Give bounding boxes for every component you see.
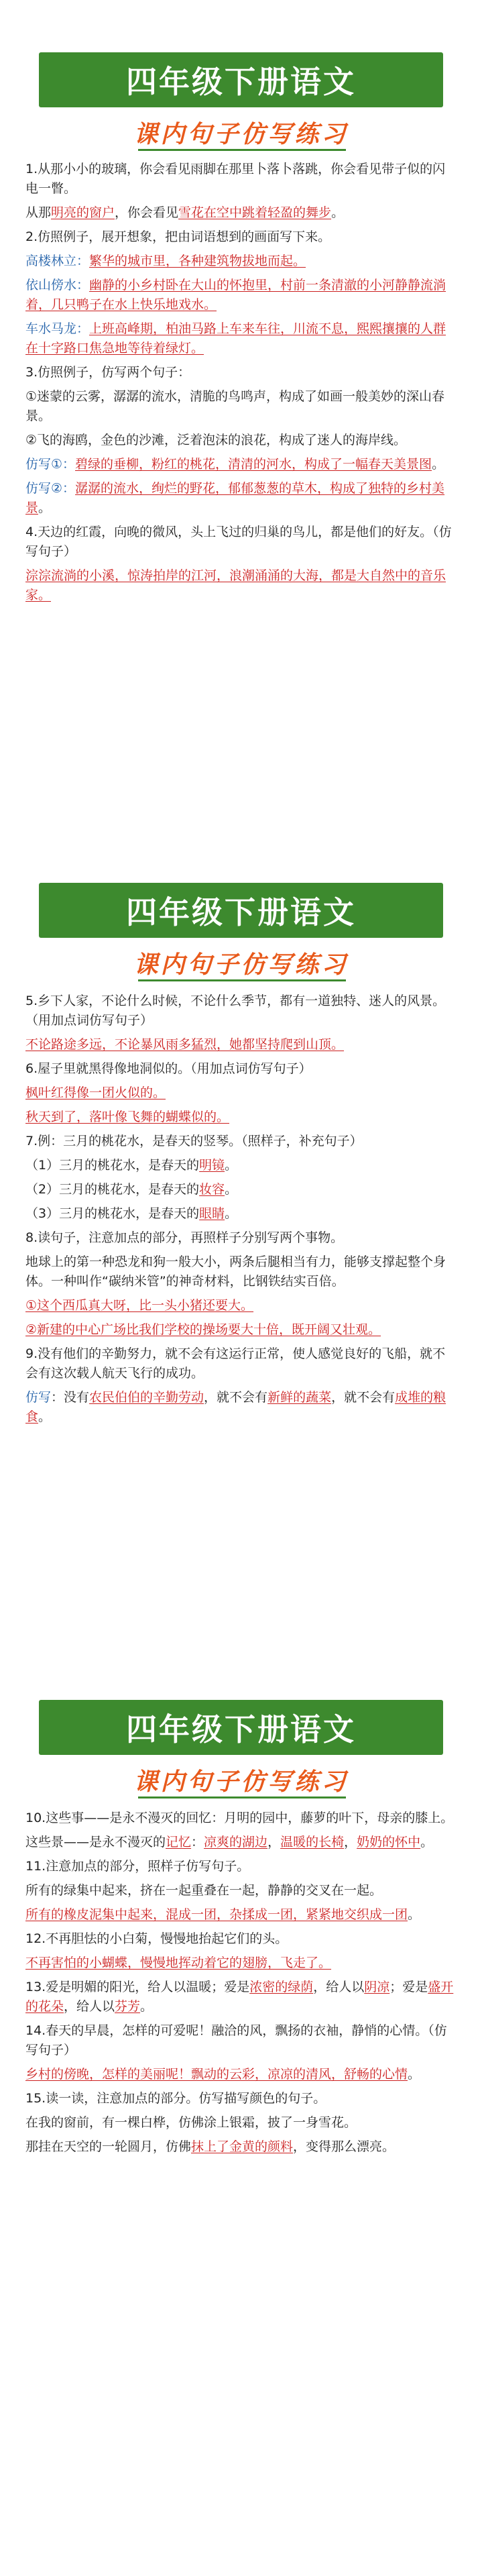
answer-text: 凉爽的湖边 [204, 1835, 268, 1849]
text-span: （3）三月的桃花水，是春天的 [25, 1206, 200, 1221]
answer-text: 繁华的城市里，各种建筑物拔地而起。 [89, 254, 306, 268]
answer-text: 幽静的小乡村卧在大山的怀抱里，村前一条清澈的小河静静流淌着，几只鸭子在水上快乐地戏水。 [25, 278, 446, 312]
section-body [25, 1809, 455, 2161]
text-line [25, 566, 455, 605]
answer-text: ②新建的中心广场比我们学校的操场要大十倍，既开阔又壮观。 [25, 1322, 381, 1337]
answer-text: 秋天到了，落叶像飞舞的蝴蝶似的。 [25, 1110, 230, 1124]
answer-text: 芬芳 [115, 1999, 141, 2014]
label-text: 车水马龙： [25, 321, 90, 336]
text-span: ，你会看见 [115, 205, 179, 220]
answer-text: 明亮的窗户 [51, 205, 115, 220]
text-line [25, 2137, 455, 2157]
text-span: 。 [225, 1206, 238, 1221]
text-span: 。 [38, 500, 52, 515]
subtitle-divider [138, 979, 346, 981]
text-line [25, 276, 455, 315]
text-span: ；爱是 [389, 1980, 428, 1994]
answer-text: 奶奶的怀中 [357, 1835, 421, 1849]
text-line [25, 1108, 455, 1127]
text-line [25, 1320, 455, 1340]
label-text: 高楼林立： [25, 254, 90, 268]
banner-title: 四年级下册语文 [126, 1711, 356, 1748]
text-line [25, 252, 455, 271]
text-line [25, 1296, 455, 1316]
answer-text: 抹上了金黄的颜料 [191, 2139, 294, 2154]
text-line [25, 203, 455, 223]
text-line: 3.仿照例子，仿写两个句子： [25, 365, 191, 380]
text-line: 15.读一读，注意加点的部分。仿写描写颜色的句子。 [25, 2091, 326, 2106]
answer-text: 明镜 [199, 1158, 225, 1173]
text-line [25, 1833, 455, 1852]
text-line: 14.春天的早晨，怎样的可爱呢！融洽的风，飘扬的衣袖，静悄的心情。（仿写句子） [25, 2023, 447, 2057]
label-text: 仿写②： [25, 481, 76, 496]
text-line: 9.没有他们的辛勤努力，就不会有这运行正常，使人感觉良好的飞船，就不会有这次载人航天飞行的成功。 [25, 1346, 446, 1381]
answer-text: 盛开的花朵 [25, 1980, 454, 2014]
section-body [25, 991, 455, 1432]
answer-text: 不论路途多远，不论暴风雨多猛烈，她都坚持爬到山顶。 [25, 1037, 345, 1052]
answer-text: 妆容 [199, 1182, 225, 1197]
text-span: 。 [225, 1158, 238, 1173]
answer-text: 上班高峰期，柏油马路上车来车往，川流不息，熙熙攘攘的人群在十字路口焦急地等待着绿灯。 [25, 321, 446, 356]
text-span: （2）三月的桃花水，是春天的 [25, 1182, 200, 1197]
text-line [25, 2065, 455, 2084]
text-line: 2.仿照例子，展开想象，把由词语想到的画面写下来。 [25, 229, 331, 244]
text-span: 。 [408, 1907, 421, 1922]
section-subtitle: 课内句子仿写练习 [133, 951, 349, 979]
text-line: 6.屋子里就黑得像地洞似的。（用加点词仿写句子） [25, 1061, 312, 1076]
text-span: ，给人以 [313, 1980, 365, 1994]
banner-title: 四年级下册语文 [126, 64, 356, 100]
label-text: 仿写 [25, 1390, 52, 1405]
text-line: 在我的窗前，有一棵白桦，仿佛涂上银霜，披了一身雪花。 [25, 2115, 357, 2130]
section-subtitle: 课内句子仿写练习 [133, 1768, 349, 1796]
answer-text: 淙淙流淌的小溪，惊涛拍岸的江河，浪潮涌涌的大海，都是大自然中的音乐家。 [25, 568, 446, 602]
text-line [25, 1978, 455, 2017]
text-line: ②飞的海鸥，金色的沙滩，泛着泡沫的浪花，构成了迷人的海岸线。 [25, 433, 407, 447]
text-line [25, 1180, 455, 1199]
text-line: 10.这些事——是永不漫灭的回忆：月明的园中，藤萝的叶下，母亲的膝上。 [25, 1811, 454, 1825]
answer-text: 阴凉 [364, 1980, 390, 1994]
text-line: 4.天边的红霞，向晚的微风，头上飞过的归巢的鸟儿，都是他们的好友。（仿写句子） [25, 525, 452, 559]
text-span: ，就不会有 [331, 1390, 396, 1405]
answer-text: 温暖的长椅 [280, 1835, 345, 1849]
text-line [25, 1204, 455, 1224]
text-line: 所有的绿集中起来，挤在一起重叠在一起，静静的交叉在一起。 [25, 1883, 383, 1898]
answer-text: ①这个西瓜真大呀，比一头小猪还要大。 [25, 1298, 254, 1313]
answer-text: 不再害怕的小蝴蝶，慢慢地挥动着它的翅膀，飞走了。 [25, 1955, 332, 1970]
text-span: ，就不会有 [204, 1390, 268, 1405]
answer-text: 新鲜的蔬菜 [267, 1390, 332, 1405]
text-line [25, 1388, 455, 1427]
text-span: 13.爱是明媚的阳光，给人以温暖；爱是 [25, 1980, 250, 1994]
answer-text: 碧绿的垂柳，粉红的桃花，清清的河水，构成了一幅春天美景图 [75, 457, 432, 472]
answer-text: 成堆的粮食 [25, 1390, 446, 1424]
text-line [25, 1953, 455, 1973]
answer-text: 潺潺的流水，绚烂的野花，郁郁葱葱的草木，构成了独特的乡村美景 [25, 481, 445, 515]
text-span: 。 [225, 1182, 238, 1197]
text-span: ，变得那么漂亮。 [293, 2139, 396, 2154]
text-span: 那挂在天空的一轮圆月，仿佛 [25, 2139, 192, 2154]
section-banner [39, 1700, 443, 1755]
text-line [25, 1083, 455, 1103]
text-line: 1.从那小小的玻璃，你会看见雨脚在那里卜落卜落跳，你会看见带子似的闪电一瞥。 [25, 162, 446, 196]
text-span: 。 [38, 1409, 52, 1424]
text-line [25, 455, 455, 474]
answer-text: 乡村的傍晚，怎样的美丽呢！飘动的云彩，凉凉的清风，舒畅的心情 [25, 2067, 408, 2082]
text-line: 11.注意加点的部分，照样子仿写句子。 [25, 1859, 250, 1874]
text-line [25, 1156, 455, 1175]
text-span: ， [267, 1835, 281, 1849]
text-span: ： [191, 1835, 204, 1849]
text-line: 地球上的第一种恐龙和狗一般大小，两条后腿相当有力，能够支撑起整个身体。一种叫作“碳纳米管”的神奇材料，比钢铁结实百倍。 [25, 1254, 446, 1289]
text-line: 8.读句子，注意加点的部分，再照样子分别写两个事物。 [25, 1230, 344, 1245]
text-span: 。 [432, 457, 445, 472]
text-line: ①迷蒙的云雾，潺潺的流水，清脆的鸟鸣声，构成了如画一般美妙的深山春景。 [25, 389, 445, 423]
answer-text: 农民伯伯的辛勤劳动 [89, 1390, 204, 1405]
text-span: ，给人以 [64, 1999, 115, 2014]
banner-title: 四年级下册语文 [126, 894, 356, 930]
section-banner [39, 52, 443, 107]
answer-text: 所有的橡皮泥集中起来，混成一团，杂揉成一团，紧紧地交织成一团 [25, 1907, 408, 1922]
answer-text: 雪花在空中跳着轻盈的舞步 [178, 205, 332, 220]
section-subtitle: 课内句子仿写练习 [133, 121, 349, 148]
text-span: 。 [420, 1835, 434, 1849]
text-span: ， [344, 1835, 357, 1849]
answer-text: 浓密的绿荫 [249, 1980, 314, 1994]
subtitle-divider [138, 149, 346, 151]
text-span: 这些景——是永不漫灭的 [25, 1835, 166, 1849]
text-line [25, 1035, 455, 1055]
label-text: 依山傍水： [25, 278, 90, 292]
text-line [25, 479, 455, 518]
text-span: ：没有 [51, 1390, 90, 1405]
answer-text: 枫叶红得像一团火似的。 [25, 1085, 166, 1100]
text-span: 。 [140, 1999, 154, 2014]
section-body [25, 160, 455, 610]
text-span: 。 [408, 2067, 421, 2082]
section-banner [39, 883, 443, 938]
text-span: （1）三月的桃花水，是春天的 [25, 1158, 200, 1173]
answer-text: 记忆 [166, 1835, 192, 1849]
text-line [25, 319, 455, 358]
text-span: 。 [331, 205, 345, 220]
label-text: 仿写①： [25, 457, 76, 472]
subtitle-divider [138, 1796, 346, 1799]
answer-text: 眼睛 [199, 1206, 225, 1221]
text-line: 12.不再胆怯的小白菊，慢慢地抬起它们的头。 [25, 1931, 288, 1946]
text-line: 5.乡下人家，不论什么时候，不论什么季节，都有一道独特、迷人的风景。（用加点词仿写句子） [25, 994, 446, 1028]
text-line [25, 1905, 455, 1925]
text-span: 从那 [25, 205, 52, 220]
text-line: 7.例：三月的桃花水，是春天的竖琴。（照样子，补充句子） [25, 1134, 363, 1148]
